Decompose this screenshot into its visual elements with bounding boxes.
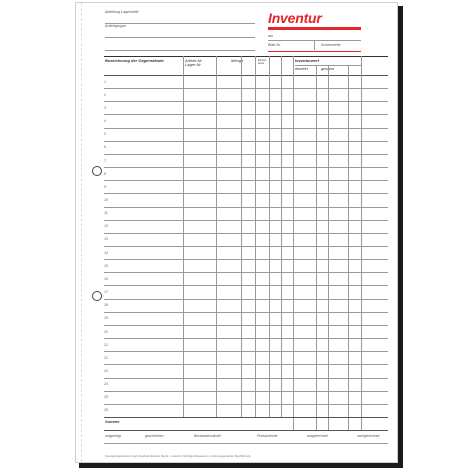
row-number: 9 xyxy=(104,184,106,189)
column-header-total: gesamt xyxy=(321,66,335,71)
row-number: 1 xyxy=(104,79,106,84)
row-number: 16 xyxy=(104,276,108,281)
row-number: 6 xyxy=(104,145,106,150)
sum-label: Summe xyxy=(105,419,120,424)
row-number: 21 xyxy=(104,342,108,347)
field-label-sheet-number: Blatt-Nr. xyxy=(268,43,282,47)
table-row-rule xyxy=(104,299,388,300)
footer-label-written: geschrieben xyxy=(145,434,164,438)
table-row-rule xyxy=(104,285,388,286)
field-label-department: Abteilung Lagerstelle xyxy=(105,10,139,14)
column-divider xyxy=(316,65,317,430)
row-number: 18 xyxy=(104,303,108,308)
table-row-rule xyxy=(104,167,388,168)
row-number: 2 xyxy=(104,92,106,97)
row-number: 11 xyxy=(104,211,108,216)
punch-hole-bottom xyxy=(92,291,102,301)
form-title: Inventur xyxy=(268,10,322,26)
sum-bottom-rule xyxy=(104,430,388,431)
row-number: 10 xyxy=(104,197,108,202)
table-row-rule xyxy=(104,338,388,339)
table-row-rule xyxy=(104,272,388,273)
column-divider xyxy=(328,65,329,430)
row-number: 5 xyxy=(104,132,106,137)
perforation-line xyxy=(81,3,82,462)
table-row-rule xyxy=(104,378,388,379)
table-row-rule xyxy=(104,259,388,260)
row-number: 8 xyxy=(104,171,106,176)
row-number: 15 xyxy=(104,263,108,268)
column-divider xyxy=(361,56,362,430)
table-row-rule xyxy=(104,180,388,181)
column-header-quantity: Menge xyxy=(231,58,244,63)
sum-top-rule xyxy=(104,417,388,418)
footer-label-recalculated: nachgerechnet xyxy=(357,434,380,438)
table-row-rule xyxy=(104,141,388,142)
title-accent-bar xyxy=(268,27,361,30)
title-bottom-rule xyxy=(268,51,361,52)
table-row-rule xyxy=(104,128,388,129)
table-row-rule xyxy=(104,220,388,221)
column-header-storage: Artikel-Nr. Lager-Nr. xyxy=(185,58,203,68)
row-number: 17 xyxy=(104,290,108,295)
row-number: 3 xyxy=(104,105,106,110)
field-label-cost-center: Kostenstelle xyxy=(321,43,341,47)
field-line xyxy=(105,50,255,51)
table-row-rule xyxy=(104,391,388,392)
row-number: 25 xyxy=(104,395,108,400)
row-number: 13 xyxy=(104,237,108,242)
table-row-rule xyxy=(104,246,388,247)
footer-label-price-check: Preiskontrolle xyxy=(257,434,278,438)
header-bottom-rule xyxy=(104,75,388,76)
row-number: 19 xyxy=(104,316,108,321)
field-line xyxy=(105,23,255,24)
column-header-single: einzeln xyxy=(295,66,308,71)
field-label-date: am xyxy=(268,34,273,38)
footer-label-stock-check: Bestandskontrolle xyxy=(194,434,221,438)
footer-label-calculated: ausgerechnet xyxy=(307,434,328,438)
table-row-rule xyxy=(104,114,388,115)
row-number: 4 xyxy=(104,119,106,124)
table-row-rule xyxy=(104,325,388,326)
inventory-form-sheet xyxy=(75,2,398,463)
row-number: 24 xyxy=(104,382,108,387)
row-number: 12 xyxy=(104,224,108,229)
column-divider xyxy=(293,56,294,430)
footer-label-recorded: aufgezeigt xyxy=(105,434,121,438)
row-number: 7 xyxy=(104,158,106,163)
table-top-rule xyxy=(104,56,388,57)
row-number: 23 xyxy=(104,368,108,373)
table-row-rule xyxy=(104,154,388,155)
field-label-article-group: Artikelgruppe xyxy=(105,24,127,28)
table-row-rule xyxy=(104,312,388,313)
column-divider xyxy=(348,65,349,430)
column-header-inventory-value: Inventurwert xyxy=(295,58,320,63)
field-line xyxy=(105,37,255,38)
row-number: 14 xyxy=(104,250,108,255)
table-row-rule xyxy=(104,88,388,89)
table-row-rule xyxy=(104,207,388,208)
column-header-description: Bezeichnung der Gegenstände xyxy=(105,58,164,63)
table-row-rule xyxy=(104,233,388,234)
row-number: 20 xyxy=(104,329,108,334)
row-number: 26 xyxy=(104,408,108,413)
field-divider xyxy=(314,41,315,50)
row-number: 22 xyxy=(104,355,108,360)
table-row-rule xyxy=(104,404,388,405)
table-row-rule xyxy=(104,101,388,102)
fine-print: Verwaltungsvordruck nach Kaufmännischem Recht – Inventur Wichtige Hinweise zur ordnungsgemäßen Buchführung xyxy=(105,454,251,458)
table-row-rule xyxy=(104,193,388,194)
table-row-rule xyxy=(104,351,388,352)
column-header-unit-price: Einzel-preis xyxy=(258,58,267,65)
punch-hole-top xyxy=(92,166,102,176)
table-row-rule xyxy=(104,364,388,365)
footer-signature-line xyxy=(104,443,388,444)
